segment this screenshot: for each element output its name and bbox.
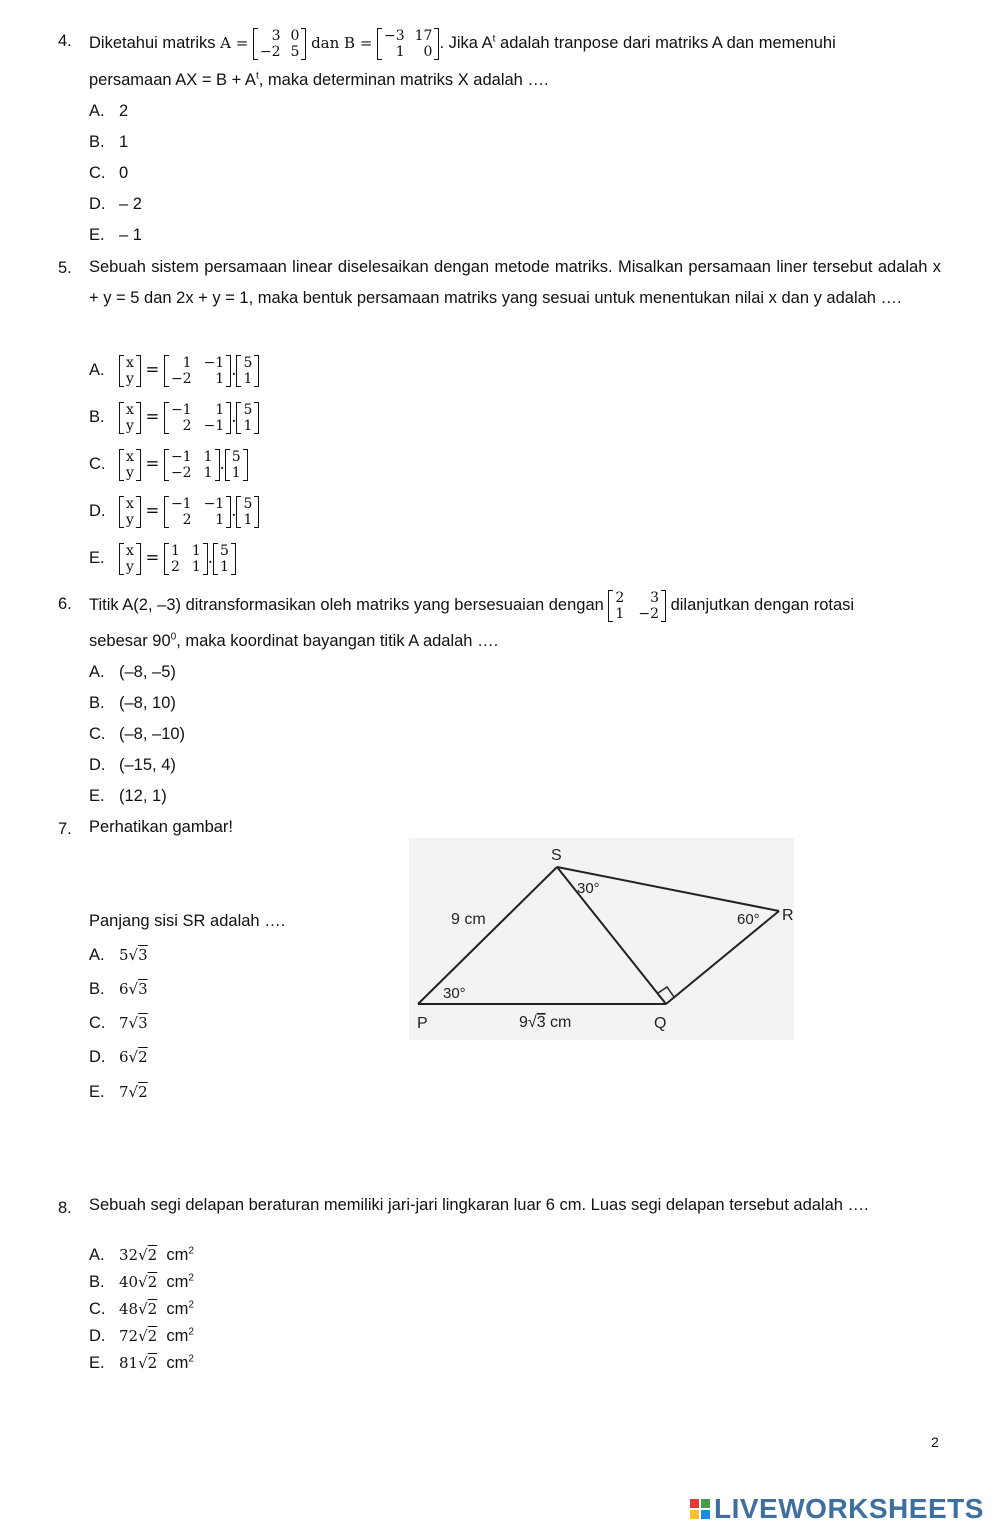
q6-option-e[interactable]: E. (12, 1) — [89, 787, 167, 805]
q4-text-line2: persamaan AX = $B + A^t$, maka determinan matriks X adalah …. — [89, 70, 549, 89]
q5-option-c[interactable]: C. x y = −1 1 −2 1 . 5 1 — [89, 446, 248, 482]
q8-number: 8. — [58, 1199, 72, 1217]
q8-option-e[interactable]: E. 81√2 $cm^2$ — [89, 1353, 194, 1372]
coefficient-matrix: 1 1 2 1 — [164, 543, 208, 575]
q4-option-c[interactable]: C. 0 — [89, 164, 129, 182]
q6-text: Titik A(2, –3) ditransformasikan oleh matriks yang bersesuaian dengan 2 3 1 −2 dilanjutkan dengan rotasi — [89, 589, 855, 622]
q5-text: Sebuah sistem persamaan linear diselesaikan dengan metode matriks. Misalkan persamaan liner tersebut adalah x + y = 5 dan 2x + y = 1, maka bentuk persamaan matriks yang sesuai untuk menentukan nilai x dan y adalah …. — [89, 258, 941, 307]
label-q: Q — [654, 1015, 667, 1032]
q6-option-b[interactable]: B. (–8, 10) — [89, 694, 176, 712]
coefficient-matrix: 1 −1 −2 1 — [164, 355, 231, 387]
q5-option-e[interactable]: E. x y = 1 1 2 1 . 5 1 — [89, 540, 236, 576]
angle-p: 30° — [443, 985, 466, 1002]
q4-option-e[interactable]: E. – 1 — [89, 226, 142, 244]
angle-s: 30° — [577, 880, 600, 897]
brand-squares-icon — [690, 1499, 710, 1519]
q8-text: Sebuah segi delapan beraturan memiliki jari-jari lingkaran luar 6 cm. Luas segi delapan tersebut adalah …. — [89, 1196, 869, 1214]
q7-number: 7. — [58, 820, 72, 838]
q7-option-b[interactable]: B. 6√3 — [89, 980, 148, 998]
q6-number: 6. — [58, 595, 72, 613]
q8-option-d[interactable]: D. 72√2 $cm^2$ — [89, 1326, 194, 1345]
angle-r: 60° — [737, 911, 760, 928]
q7-option-c[interactable]: C. 7√3 — [89, 1014, 148, 1032]
matrix-q6: 2 3 1 −2 — [608, 590, 666, 622]
coefficient-matrix: −1 1 −2 1 — [164, 449, 220, 481]
matrix-a: 3 0 −2 5 — [253, 28, 307, 60]
q5-option-d[interactable]: D. x y = −1 −1 2 1 . 5 1 — [89, 493, 259, 529]
q5-option-a[interactable]: A. x y = 1 −1 −2 1 . 5 1 — [89, 352, 259, 388]
brand-name: LIVEWORKSHEETS — [714, 1493, 984, 1524]
side-qr — [666, 911, 779, 1004]
label-p: P — [417, 1015, 428, 1032]
q6-option-c[interactable]: C. (–8, –10) — [89, 725, 186, 743]
vector-xy: x y — [119, 355, 141, 387]
q8-option-a[interactable]: A. 32√2 $cm^2$ — [89, 1245, 194, 1264]
q7-option-d[interactable]: D. 6√2 — [89, 1048, 148, 1066]
q4-text: Diketahui matriks A = 3 0 −2 5 dan B = −3 17 1 0 . Jika $A^t$ adalah tranpose dari matriks A dan memenuhi — [89, 27, 836, 60]
triangle-figure — [409, 838, 794, 1040]
side-ps — [418, 867, 557, 1004]
q4-number: 4. — [58, 32, 72, 50]
side-pq-label: 9√3 cm — [519, 1014, 572, 1031]
q7-text: Perhatikan gambar! — [89, 818, 233, 836]
vector-rhs: 5 1 — [236, 402, 259, 434]
q7-question: Panjang sisi SR adalah …. — [89, 912, 286, 930]
matrix-b: −3 17 1 0 — [377, 28, 439, 60]
vector-xy: x y — [119, 543, 141, 575]
side-ps-label: 9 cm — [451, 911, 486, 928]
label-s: S — [551, 847, 562, 864]
q7-option-a[interactable]: A. 5√3 — [89, 946, 148, 964]
vector-rhs: 5 1 — [236, 355, 259, 387]
q4-option-b[interactable]: B. 1 — [89, 133, 129, 151]
vector-rhs: 5 1 — [213, 543, 236, 575]
page-number: 2 — [931, 1434, 939, 1450]
q4-option-a[interactable]: A. 2 — [89, 102, 129, 120]
triangle-diagram — [409, 838, 794, 1040]
liveworksheets-logo[interactable] — [690, 1493, 984, 1525]
vector-xy: x y — [119, 402, 141, 434]
vector-rhs: 5 1 — [225, 449, 248, 481]
vector-rhs: 5 1 — [236, 496, 259, 528]
q6-option-d[interactable]: D. (–15, 4) — [89, 756, 176, 774]
q4-option-d[interactable]: D. – 2 — [89, 195, 142, 213]
q6-text-line2: sebesar $90^0$, maka koordinat bayangan titik A adalah …. — [89, 631, 499, 650]
q8-option-b[interactable]: B. 40√2 $cm^2$ — [89, 1272, 194, 1291]
coefficient-matrix: −1 1 2 −1 — [164, 402, 231, 434]
vector-xy: x y — [119, 496, 141, 528]
q6-option-a[interactable]: A. (–8, –5) — [89, 663, 176, 681]
q8-option-c[interactable]: C. 48√2 $cm^2$ — [89, 1299, 194, 1318]
vector-xy: x y — [119, 449, 141, 481]
q5-option-b[interactable]: B. x y = −1 1 2 −1 . 5 1 — [89, 399, 259, 435]
side-sq — [557, 867, 666, 1004]
q7-option-e[interactable]: E. 7√2 — [89, 1083, 148, 1101]
label-r: R — [782, 907, 794, 924]
coefficient-matrix: −1 −1 2 1 — [164, 496, 231, 528]
q5-number: 5. — [58, 259, 72, 277]
